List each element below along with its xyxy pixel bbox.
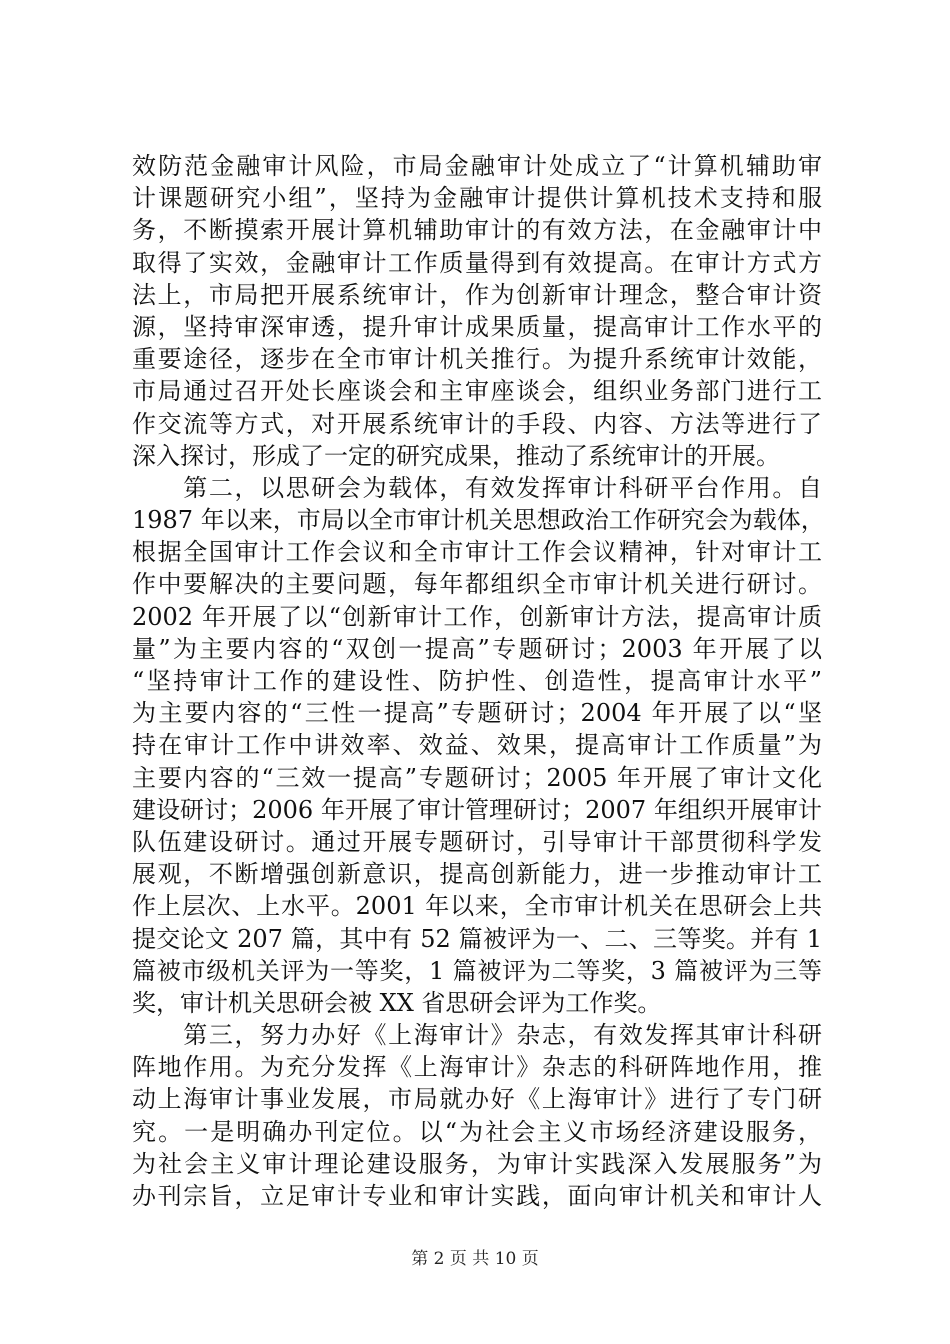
text-line: 第三，努力办好《上海审计》杂志，有效发挥其审计科研 (132, 1021, 822, 1050)
page-footer: 第 2 页 共 10 页 (411, 1249, 539, 1269)
text-line: 第二，以思研会为载体，有效发挥审计科研平台作用。自 (132, 473, 822, 502)
text-line: 奖，审计机关思研会被 XX 省思研会评为工作奖。 (132, 988, 662, 1017)
text-line: “坚持审计工作的建设性、防护性、创造性，提高审计水平” (132, 667, 822, 695)
text-line: 法上，市局把开展系统审计，作为创新审计理念，整合审计资 (132, 280, 822, 309)
text-line: 展观，不断增强创新意识，提高创新能力，进一步推动审计工 (132, 860, 822, 889)
text-line: 效防范金融审计风险，市局金融审计处成立了“计算机辅助审 (132, 152, 822, 180)
text-line: 作中要解决的主要问题，每年都组织全市审计机关进行研讨。 (132, 570, 822, 599)
text-line: 量”为主要内容的“双创一提高”专题研讨；2003 年开展了以 (132, 634, 822, 663)
text-line: 提交论文 207 篇，其中有 52 篇被评为一、二、三等奖。并有 1 (132, 924, 822, 953)
text-line: 1987 年以来，市局以全市审计机关思想政治工作研究会为载体， (132, 506, 825, 535)
text-line: 究。一是明确办刊定位。以“为社会主义市场经济建设服务， (132, 1117, 822, 1146)
text-line: 持在审计工作中讲效率、效益、效果，提高审计工作质量”为 (132, 731, 822, 760)
text-line: 深入探讨，形成了一定的研究成果，推动了系统审计的开展。 (132, 441, 780, 470)
text-line: 篇被市级机关评为一等奖，1 篇被评为二等奖，3 篇被评为三等 (132, 956, 822, 985)
text-line: 市局通过召开处长座谈会和主审座谈会，组织业务部门进行工 (132, 377, 822, 406)
text-line: 源，坚持审深审透，提升审计成果质量，提高审计工作水平的 (132, 312, 822, 341)
text-line: 作交流等方式，对开展系统审计的手段、内容、方法等进行了 (132, 409, 822, 438)
text-line: 计课题研究小组”，坚持为金融审计提供计算机技术支持和服 (132, 184, 822, 213)
text-line: 主要内容的“三效一提高”专题研讨；2005 年开展了审计文化 (132, 763, 822, 792)
text-line: 动上海审计事业发展，市局就办好《上海审计》进行了专门研 (132, 1085, 822, 1114)
text-line: 建设研讨；2006 年开展了审计管理研讨；2007 年组织开展审计 (132, 795, 822, 824)
text-line: 务，不断摸索开展计算机辅助审计的有效方法，在金融审计中 (132, 216, 822, 245)
text-line: 作上层次、上水平。2001 年以来，全市审计机关在思研会上共 (132, 892, 822, 921)
text-line: 根据全国审计工作会议和全市审计工作会议精神，针对审计工 (132, 538, 822, 567)
text-line: 阵地作用。为充分发挥《上海审计》杂志的科研阵地作用，推 (132, 1053, 822, 1082)
text-line: 2002 年开展了以“创新审计工作，创新审计方法，提高审计质 (132, 602, 822, 631)
text-line: 取得了实效，金融审计工作质量得到有效提高。在审计方式方 (132, 248, 822, 277)
text-line: 重要途径，逐步在全市审计机关推行。为提升系统审计效能， (132, 345, 822, 374)
text-line: 队伍建设研讨。通过开展专题研讨，引导审计干部贯彻科学发 (132, 827, 822, 856)
text-line: 办刊宗旨，立足审计专业和审计实践，面向审计机关和审计人 (132, 1182, 822, 1210)
text-line: 为社会主义审计理论建设服务，为审计实践深入发展服务”为 (132, 1149, 822, 1178)
text-line: 为主要内容的“三性一提高”专题研讨；2004 年开展了以“坚 (132, 699, 822, 728)
document-body (132, 150, 832, 1212)
